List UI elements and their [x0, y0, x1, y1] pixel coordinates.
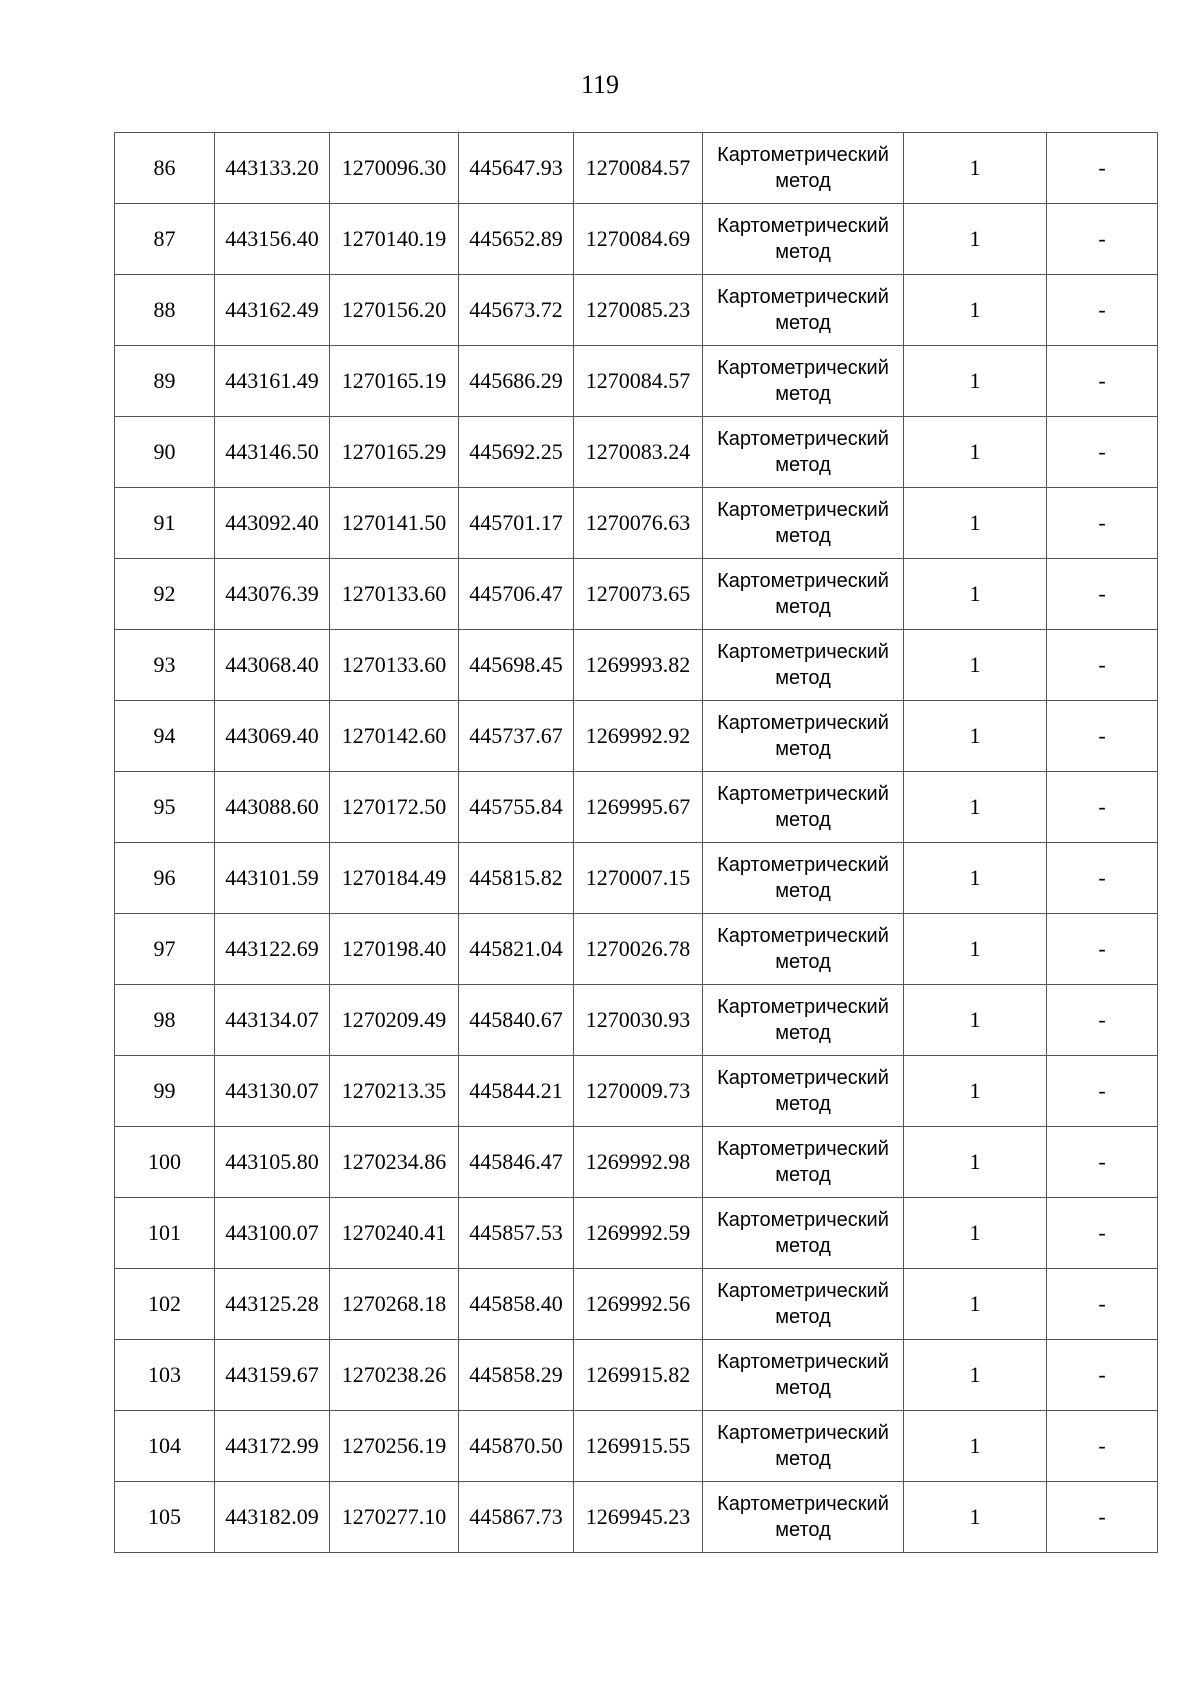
- x1-cell: 443100.07: [215, 1198, 330, 1269]
- table-row: [115, 1482, 1158, 1553]
- method-line-2: метод: [775, 241, 831, 263]
- method-line-1: Картометрический: [717, 1280, 889, 1302]
- y2-cell: 1270073.65: [574, 559, 703, 630]
- table-row: [115, 1411, 1158, 1482]
- point-number-cell: 87: [115, 204, 215, 275]
- method-line-1: Картометрический: [717, 215, 889, 237]
- accuracy-cell: 1: [904, 1056, 1047, 1127]
- table-row: [115, 1340, 1158, 1411]
- note-cell: -: [1047, 701, 1158, 772]
- y1-cell: 1270141.50: [330, 488, 459, 559]
- point-number-cell: 90: [115, 417, 215, 488]
- note-cell: -: [1047, 346, 1158, 417]
- method-cell: [703, 1482, 904, 1553]
- method-line-1: Картометрический: [717, 925, 889, 947]
- method-cell: [703, 701, 904, 772]
- method-line-2: метод: [775, 454, 831, 476]
- x1-cell: 443134.07: [215, 985, 330, 1056]
- y1-cell: 1270240.41: [330, 1198, 459, 1269]
- x2-cell: 445867.73: [459, 1482, 574, 1553]
- method-cell: [703, 1127, 904, 1198]
- method-cell: [703, 1056, 904, 1127]
- y2-cell: 1270076.63: [574, 488, 703, 559]
- x1-cell: 443068.40: [215, 630, 330, 701]
- point-number-cell: 89: [115, 346, 215, 417]
- method-line-2: метод: [775, 1235, 831, 1257]
- method-line-1: Картометрический: [717, 1422, 889, 1444]
- accuracy-cell: 1: [904, 1127, 1047, 1198]
- coordinates-table: [114, 132, 1158, 1553]
- method-line-2: метод: [775, 1377, 831, 1399]
- y1-cell: 1270172.50: [330, 772, 459, 843]
- method-line-1: Картометрический: [717, 1067, 889, 1089]
- note-cell: -: [1047, 1340, 1158, 1411]
- accuracy-cell: 1: [904, 488, 1047, 559]
- table-row: [115, 346, 1158, 417]
- method-line-2: метод: [775, 1306, 831, 1328]
- accuracy-cell: 1: [904, 133, 1047, 204]
- x1-cell: 443172.99: [215, 1411, 330, 1482]
- x1-cell: 443133.20: [215, 133, 330, 204]
- x2-cell: 445652.89: [459, 204, 574, 275]
- method-line-2: метод: [775, 383, 831, 405]
- x2-cell: 445844.21: [459, 1056, 574, 1127]
- accuracy-cell: 1: [904, 772, 1047, 843]
- y2-cell: 1269992.92: [574, 701, 703, 772]
- method-line-1: Картометрический: [717, 1209, 889, 1231]
- note-cell: -: [1047, 772, 1158, 843]
- accuracy-cell: 1: [904, 204, 1047, 275]
- x2-cell: 445870.50: [459, 1411, 574, 1482]
- table-row: [115, 275, 1158, 346]
- y1-cell: 1270133.60: [330, 559, 459, 630]
- point-number-cell: 91: [115, 488, 215, 559]
- y2-cell: 1270084.69: [574, 204, 703, 275]
- method-line-1: Картометрический: [717, 144, 889, 166]
- method-cell: [703, 772, 904, 843]
- method-cell: [703, 133, 904, 204]
- method-line-1: Картометрический: [717, 712, 889, 734]
- y1-cell: 1270140.19: [330, 204, 459, 275]
- table-row: [115, 1198, 1158, 1269]
- y1-cell: 1270277.10: [330, 1482, 459, 1553]
- point-number-cell: 99: [115, 1056, 215, 1127]
- method-line-2: метод: [775, 525, 831, 547]
- y2-cell: 1269992.56: [574, 1269, 703, 1340]
- method-cell: [703, 275, 904, 346]
- note-cell: -: [1047, 204, 1158, 275]
- note-cell: -: [1047, 559, 1158, 630]
- y1-cell: 1270096.30: [330, 133, 459, 204]
- method-cell: [703, 1411, 904, 1482]
- point-number-cell: 100: [115, 1127, 215, 1198]
- method-line-2: метод: [775, 1022, 831, 1044]
- accuracy-cell: 1: [904, 914, 1047, 985]
- y2-cell: 1269992.98: [574, 1127, 703, 1198]
- note-cell: -: [1047, 1056, 1158, 1127]
- method-line-2: метод: [775, 1164, 831, 1186]
- note-cell: -: [1047, 1411, 1158, 1482]
- x2-cell: 445737.67: [459, 701, 574, 772]
- table-row: [115, 843, 1158, 914]
- y2-cell: 1269915.82: [574, 1340, 703, 1411]
- note-cell: -: [1047, 1482, 1158, 1553]
- method-cell: [703, 630, 904, 701]
- accuracy-cell: 1: [904, 1482, 1047, 1553]
- x1-cell: 443122.69: [215, 914, 330, 985]
- y2-cell: 1269995.67: [574, 772, 703, 843]
- method-line-2: метод: [775, 170, 831, 192]
- y1-cell: 1270256.19: [330, 1411, 459, 1482]
- method-line-2: метод: [775, 880, 831, 902]
- y2-cell: 1269945.23: [574, 1482, 703, 1553]
- method-cell: [703, 346, 904, 417]
- x2-cell: 445673.72: [459, 275, 574, 346]
- method-cell: [703, 559, 904, 630]
- table-row: [115, 204, 1158, 275]
- x2-cell: 445840.67: [459, 985, 574, 1056]
- x2-cell: 445686.29: [459, 346, 574, 417]
- accuracy-cell: 1: [904, 346, 1047, 417]
- x1-cell: 443130.07: [215, 1056, 330, 1127]
- method-cell: [703, 1269, 904, 1340]
- note-cell: -: [1047, 843, 1158, 914]
- method-line-1: Картометрический: [717, 783, 889, 805]
- y2-cell: 1270030.93: [574, 985, 703, 1056]
- method-line-2: метод: [775, 667, 831, 689]
- table-row: [115, 1269, 1158, 1340]
- method-line-1: Картометрический: [717, 854, 889, 876]
- method-line-1: Картометрический: [717, 286, 889, 308]
- method-line-1: Картометрический: [717, 1493, 889, 1515]
- y1-cell: 1270198.40: [330, 914, 459, 985]
- y1-cell: 1270184.49: [330, 843, 459, 914]
- table-row: [115, 985, 1158, 1056]
- x1-cell: 443159.67: [215, 1340, 330, 1411]
- method-cell: [703, 417, 904, 488]
- accuracy-cell: 1: [904, 1269, 1047, 1340]
- point-number-cell: 94: [115, 701, 215, 772]
- table-row: [115, 772, 1158, 843]
- point-number-cell: 98: [115, 985, 215, 1056]
- table-row: [115, 1127, 1158, 1198]
- y2-cell: 1270007.15: [574, 843, 703, 914]
- accuracy-cell: 1: [904, 1198, 1047, 1269]
- accuracy-cell: 1: [904, 630, 1047, 701]
- table-row: [115, 488, 1158, 559]
- note-cell: -: [1047, 275, 1158, 346]
- accuracy-cell: 1: [904, 275, 1047, 346]
- x1-cell: 443088.60: [215, 772, 330, 843]
- accuracy-cell: 1: [904, 1411, 1047, 1482]
- y2-cell: 1269993.82: [574, 630, 703, 701]
- y2-cell: 1270026.78: [574, 914, 703, 985]
- x1-cell: 443105.80: [215, 1127, 330, 1198]
- method-line-1: Картометрический: [717, 996, 889, 1018]
- method-cell: [703, 1198, 904, 1269]
- x2-cell: 445815.82: [459, 843, 574, 914]
- method-cell: [703, 985, 904, 1056]
- method-line-2: метод: [775, 951, 831, 973]
- method-line-1: Картометрический: [717, 428, 889, 450]
- point-number-cell: 103: [115, 1340, 215, 1411]
- y1-cell: 1270156.20: [330, 275, 459, 346]
- accuracy-cell: 1: [904, 843, 1047, 914]
- point-number-cell: 104: [115, 1411, 215, 1482]
- table-row: [115, 630, 1158, 701]
- table-row: [115, 559, 1158, 630]
- point-number-cell: 88: [115, 275, 215, 346]
- y1-cell: 1270234.86: [330, 1127, 459, 1198]
- x2-cell: 445821.04: [459, 914, 574, 985]
- point-number-cell: 97: [115, 914, 215, 985]
- point-number-cell: 102: [115, 1269, 215, 1340]
- x1-cell: 443125.28: [215, 1269, 330, 1340]
- method-cell: [703, 488, 904, 559]
- y1-cell: 1270213.35: [330, 1056, 459, 1127]
- x2-cell: 445701.17: [459, 488, 574, 559]
- y2-cell: 1270084.57: [574, 133, 703, 204]
- y1-cell: 1270142.60: [330, 701, 459, 772]
- note-cell: -: [1047, 488, 1158, 559]
- x1-cell: 443162.49: [215, 275, 330, 346]
- y2-cell: 1269992.59: [574, 1198, 703, 1269]
- y2-cell: 1269915.55: [574, 1411, 703, 1482]
- method-line-1: Картометрический: [717, 570, 889, 592]
- method-line-1: Картометрический: [717, 641, 889, 663]
- x2-cell: 445647.93: [459, 133, 574, 204]
- point-number-cell: 105: [115, 1482, 215, 1553]
- point-number-cell: 86: [115, 133, 215, 204]
- point-number-cell: 92: [115, 559, 215, 630]
- method-line-2: метод: [775, 1448, 831, 1470]
- x2-cell: 445858.40: [459, 1269, 574, 1340]
- point-number-cell: 96: [115, 843, 215, 914]
- table-body: [115, 133, 1158, 1553]
- x2-cell: 445858.29: [459, 1340, 574, 1411]
- x1-cell: 443156.40: [215, 204, 330, 275]
- method-line-2: метод: [775, 738, 831, 760]
- method-line-2: метод: [775, 1093, 831, 1115]
- point-number-cell: 93: [115, 630, 215, 701]
- x2-cell: 445706.47: [459, 559, 574, 630]
- x1-cell: 443146.50: [215, 417, 330, 488]
- x1-cell: 443161.49: [215, 346, 330, 417]
- note-cell: -: [1047, 1198, 1158, 1269]
- x2-cell: 445846.47: [459, 1127, 574, 1198]
- y1-cell: 1270165.19: [330, 346, 459, 417]
- x1-cell: 443076.39: [215, 559, 330, 630]
- accuracy-cell: 1: [904, 701, 1047, 772]
- y1-cell: 1270268.18: [330, 1269, 459, 1340]
- note-cell: -: [1047, 914, 1158, 985]
- note-cell: -: [1047, 630, 1158, 701]
- x2-cell: 445692.25: [459, 417, 574, 488]
- point-number-cell: 95: [115, 772, 215, 843]
- method-line-2: метод: [775, 596, 831, 618]
- method-line-2: метод: [775, 1519, 831, 1541]
- table-row: [115, 914, 1158, 985]
- y1-cell: 1270133.60: [330, 630, 459, 701]
- x1-cell: 443182.09: [215, 1482, 330, 1553]
- note-cell: -: [1047, 985, 1158, 1056]
- note-cell: -: [1047, 1269, 1158, 1340]
- y2-cell: 1270083.24: [574, 417, 703, 488]
- method-line-1: Картометрический: [717, 1138, 889, 1160]
- x2-cell: 445755.84: [459, 772, 574, 843]
- page-number: 119: [580, 70, 620, 99]
- method-line-2: метод: [775, 809, 831, 831]
- y2-cell: 1270009.73: [574, 1056, 703, 1127]
- x1-cell: 443092.40: [215, 488, 330, 559]
- point-number-cell: 101: [115, 1198, 215, 1269]
- method-line-1: Картометрический: [717, 1351, 889, 1373]
- method-cell: [703, 843, 904, 914]
- y1-cell: 1270238.26: [330, 1340, 459, 1411]
- y1-cell: 1270165.29: [330, 417, 459, 488]
- method-line-2: метод: [775, 312, 831, 334]
- method-line-1: Картометрический: [717, 357, 889, 379]
- note-cell: -: [1047, 417, 1158, 488]
- x2-cell: 445698.45: [459, 630, 574, 701]
- method-line-1: Картометрический: [717, 499, 889, 521]
- table-row: [115, 701, 1158, 772]
- method-cell: [703, 914, 904, 985]
- table-row: [115, 133, 1158, 204]
- method-cell: [703, 1340, 904, 1411]
- x1-cell: 443069.40: [215, 701, 330, 772]
- accuracy-cell: 1: [904, 417, 1047, 488]
- y1-cell: 1270209.49: [330, 985, 459, 1056]
- accuracy-cell: 1: [904, 559, 1047, 630]
- accuracy-cell: 1: [904, 1340, 1047, 1411]
- note-cell: -: [1047, 1127, 1158, 1198]
- y2-cell: 1270085.23: [574, 275, 703, 346]
- y2-cell: 1270084.57: [574, 346, 703, 417]
- x1-cell: 443101.59: [215, 843, 330, 914]
- x2-cell: 445857.53: [459, 1198, 574, 1269]
- accuracy-cell: 1: [904, 985, 1047, 1056]
- table-row: [115, 1056, 1158, 1127]
- note-cell: -: [1047, 133, 1158, 204]
- table-row: [115, 417, 1158, 488]
- method-cell: [703, 204, 904, 275]
